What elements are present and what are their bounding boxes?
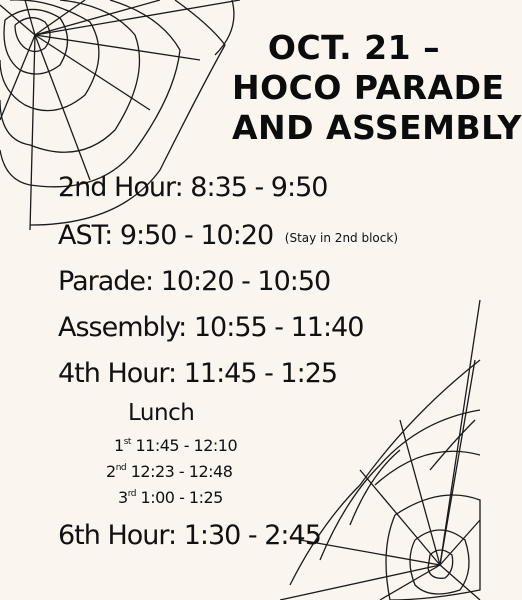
schedule-time: 10:20 - 10:50 <box>160 266 331 297</box>
lunch-ordinal: rd <box>127 489 136 499</box>
lunch-ordinal: nd <box>115 463 127 473</box>
lunch-time: 12:23 - 12:48 <box>130 462 233 481</box>
lunch-item-1 <box>114 436 237 455</box>
lunch-ordinal: st <box>123 437 131 447</box>
schedule-time: 8:35 - 9:50 <box>190 172 328 203</box>
lunch-item-3 <box>118 488 223 507</box>
title-line-3: AND ASSEMBLY <box>232 108 522 147</box>
spider-web-bottom-right <box>280 300 480 600</box>
schedule-label: Assembly: <box>58 312 187 343</box>
lunch-heading: Lunch <box>128 400 195 426</box>
schedule-label: 6th Hour: <box>58 520 177 551</box>
schedule-row-assembly <box>58 312 363 343</box>
lunch-time: 11:45 - 12:10 <box>135 436 238 455</box>
schedule-label: 4th Hour: <box>58 358 177 389</box>
title-line-2: HOCO PARADE <box>232 68 505 107</box>
lunch-item-2 <box>106 462 232 481</box>
title-line-1: OCT. 21 – <box>267 28 441 67</box>
schedule-row-parade <box>58 266 330 297</box>
schedule-label: Parade: <box>58 266 154 297</box>
schedule-label: 2nd Hour: <box>58 172 183 203</box>
schedule-row-4th-hour <box>58 358 337 389</box>
lunch-number: 2 <box>106 462 116 481</box>
schedule-row-6th-hour <box>58 520 321 551</box>
schedule-time: 10:55 - 11:40 <box>193 312 364 343</box>
schedule-time: 1:30 - 2:45 <box>183 520 321 551</box>
schedule-row-2nd-hour <box>58 172 327 203</box>
lunch-number: 3 <box>118 488 128 507</box>
lunch-number: 1 <box>114 436 124 455</box>
schedule-time: 9:50 - 10:20 <box>119 220 274 251</box>
schedule-row-ast <box>58 220 398 251</box>
schedule-time: 11:45 - 1:25 <box>183 358 338 389</box>
schedule-label: AST: <box>58 220 113 251</box>
lunch-time: 1:00 - 1:25 <box>140 488 223 507</box>
schedule-note: (Stay in 2nd block) <box>284 231 399 245</box>
page-title <box>232 28 522 148</box>
spider-web-top-left <box>0 0 250 240</box>
